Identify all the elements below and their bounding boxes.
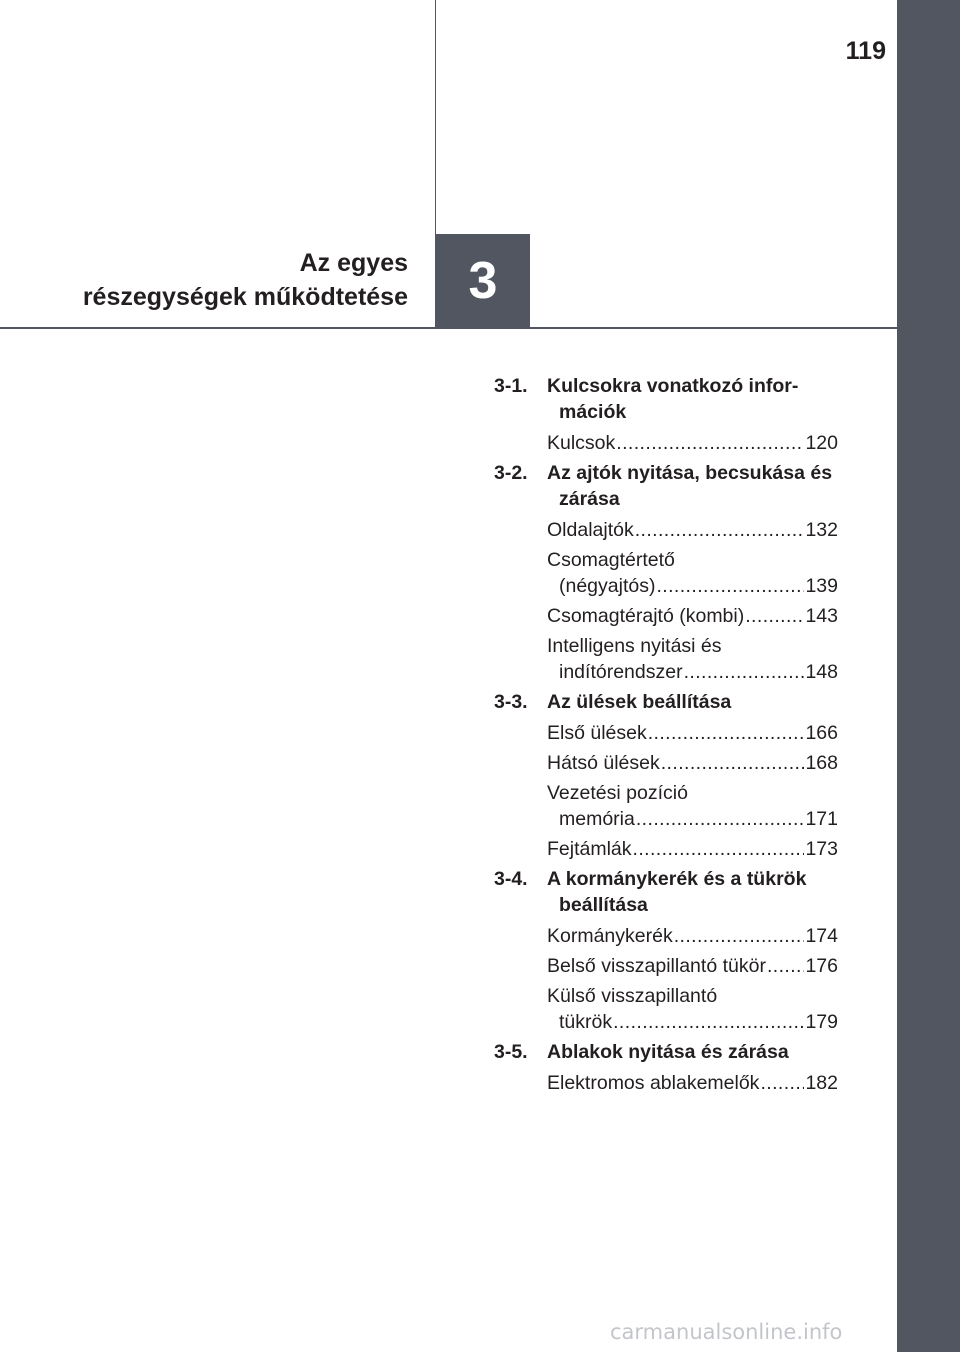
entry-title-line2: indítórendszer xyxy=(559,661,683,683)
toc-section[interactable] xyxy=(494,689,838,715)
toc-entry[interactable] xyxy=(547,603,838,629)
chapter-side-tab xyxy=(897,0,960,1352)
chapter-title-line2: részegységek működtetése xyxy=(82,283,408,311)
entry-page: 171 xyxy=(805,808,838,830)
entry-page: 166 xyxy=(805,722,838,744)
toc-entry[interactable] xyxy=(547,750,838,776)
entry-page: 148 xyxy=(805,661,838,683)
toc-section[interactable] xyxy=(494,460,838,512)
entry-title: Kormánykerék xyxy=(547,925,673,947)
section-title: Az ülések beállítása xyxy=(547,691,732,713)
dot-leader xyxy=(636,806,805,832)
toc-entry[interactable] xyxy=(547,720,838,746)
entry-page: 139 xyxy=(805,575,838,597)
dot-leader xyxy=(656,573,804,599)
page-number: 119 xyxy=(845,37,886,65)
section-number: 3-5. xyxy=(494,1041,528,1063)
toc-entry[interactable] xyxy=(547,923,838,949)
dot-leader xyxy=(661,750,805,776)
dot-leader xyxy=(760,1070,804,1096)
entry-page: 173 xyxy=(805,838,838,860)
section-title: Az ajtók nyitása, becsukása és zárása xyxy=(547,462,833,510)
chapter-title-line1: Az egyes xyxy=(299,249,408,277)
entry-page: 174 xyxy=(805,925,838,947)
toc-entry[interactable] xyxy=(547,953,838,979)
chapter-number: 3 xyxy=(468,252,498,310)
entry-page: 143 xyxy=(805,605,838,627)
toc-entry[interactable] xyxy=(547,1070,838,1096)
dot-leader xyxy=(616,430,804,456)
toc-section[interactable] xyxy=(494,866,838,918)
section-number: 3-2. xyxy=(494,462,528,484)
toc-entry[interactable] xyxy=(547,780,838,832)
entry-title-line1: Intelligens nyitási és xyxy=(547,635,722,657)
table-of-contents xyxy=(494,373,838,1100)
section-title: A kormánykerék és a tükrök beállítása xyxy=(547,868,807,916)
toc-entry[interactable] xyxy=(547,983,838,1035)
entry-title: Elektromos ablakemelők xyxy=(547,1072,760,1094)
toc-entry[interactable] xyxy=(547,633,838,685)
toc-entry[interactable] xyxy=(547,836,838,862)
entry-page: 120 xyxy=(805,432,838,454)
entry-title-line2: memória xyxy=(559,808,635,830)
entry-page: 132 xyxy=(805,519,838,541)
dot-leader xyxy=(767,953,805,979)
toc-section[interactable] xyxy=(494,1039,838,1065)
dot-leader xyxy=(674,923,805,949)
section-title: Ablakok nyitása és zárása xyxy=(547,1041,789,1063)
chapter-number-box xyxy=(436,234,530,328)
dot-leader xyxy=(613,1009,804,1035)
entry-title: Oldalajtók xyxy=(547,519,634,541)
watermark: carmanualsonline.info xyxy=(610,1320,843,1344)
toc-entry[interactable] xyxy=(547,430,838,456)
entry-title-line2: tükrök xyxy=(559,1011,613,1033)
dot-leader xyxy=(684,659,805,685)
entry-title-line1: Külső visszapillantó xyxy=(547,985,718,1007)
entry-title: Belső visszapillantó tükör xyxy=(547,955,766,977)
entry-page: 182 xyxy=(805,1072,838,1094)
entry-title: Fejtámlák xyxy=(547,838,632,860)
entry-title-line1: Vezetési pozíció xyxy=(547,782,688,804)
section-number: 3-3. xyxy=(494,691,528,713)
section-number: 3-4. xyxy=(494,868,528,890)
entry-title: Kulcsok xyxy=(547,432,616,454)
toc-section[interactable] xyxy=(494,373,838,425)
toc-entry[interactable] xyxy=(547,517,838,543)
dot-leader xyxy=(648,720,805,746)
section-title: Kulcsokra vonatkozó infor- mációk xyxy=(547,375,799,423)
entry-title: Csomagtérajtó (kombi) xyxy=(547,605,745,627)
chapter-title xyxy=(83,246,408,314)
entry-title: Hátsó ülések xyxy=(547,752,660,774)
dot-leader xyxy=(633,836,805,862)
dot-leader xyxy=(635,517,805,543)
section-number: 3-1. xyxy=(494,375,528,397)
entry-page: 176 xyxy=(805,955,838,977)
entry-title-line2: (négyajtós) xyxy=(559,575,656,597)
entry-page: 168 xyxy=(805,752,838,774)
entry-title: Első ülések xyxy=(547,722,647,744)
entry-page: 179 xyxy=(805,1011,838,1033)
entry-title-line1: Csomagtértető xyxy=(547,549,675,571)
toc-entry[interactable] xyxy=(547,547,838,599)
dot-leader xyxy=(745,603,804,629)
